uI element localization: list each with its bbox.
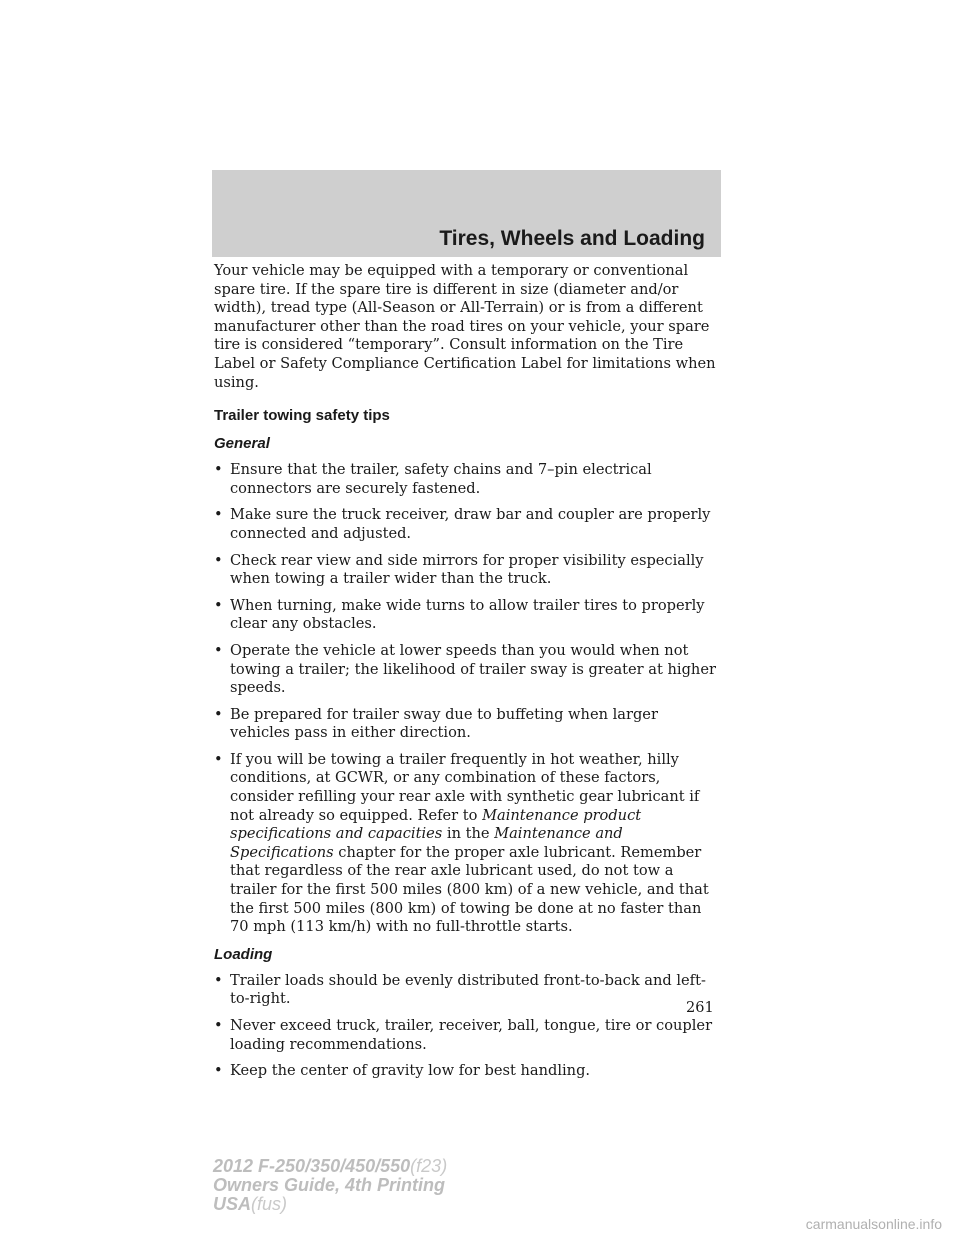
intro-paragraph: Your vehicle may be equipped with a temporary or conventional spare tire. If the spare tire is different in size (diameter and/or width), tread type (All-Season or All-Terrain) or is from a different manufacturer other than the road tires on your vehicle, your spare tire is considered “temporary”. Consult information on the Tire Label or Safety Compliance Certification Label for limitations when using. bbox=[214, 262, 716, 391]
list-item: • Be prepared for trailer sway due to buffeting when larger vehicles pass in either direction. bbox=[214, 705, 658, 742]
general-list bbox=[214, 461, 720, 937]
list-item: • Trailer loads should be evenly distributed front-to-back and left-to-right. bbox=[214, 971, 706, 1008]
list-item: • If you will be towing a trailer frequently in hot weather, hilly conditions, at GCWR, or any combination of these factors, consider refilling your rear axle with synthetic gear lubricant if not already so equipped. Refer to Maintenance product specifications and capacities in the Maintenance and Specifications chapter for the proper axle lubricant. Remember that regardless of the rear axle lubricant used, do not tow a trailer for the first 500 miles (800 km) of a new vehicle, and that the first 500 miles (800 km) of towing be done at no faster than 70 mph (113 km/h) with no full-throttle starts. bbox=[214, 750, 709, 936]
list-item: • Ensure that the trailer, safety chains and 7–pin electrical connectors are securely fastened. bbox=[214, 461, 652, 497]
bullet-icon: • bbox=[214, 551, 223, 569]
bullet-icon: • bbox=[214, 705, 223, 723]
footer-market: USA bbox=[213, 1194, 252, 1214]
bullet-icon: • bbox=[214, 1062, 223, 1080]
watermark-url: carmanualsonline.info bbox=[805, 1216, 942, 1232]
list-item: • Make sure the truck receiver, draw bar and coupler are properly connected and adjusted. bbox=[214, 506, 711, 542]
loading-heading: Loading bbox=[214, 945, 273, 963]
bullet-icon: • bbox=[214, 506, 223, 524]
list-item: • Operate the vehicle at lower speeds than you would when not towing a trailer; the likelihood of trailer sway is greater at higher speeds. bbox=[214, 641, 716, 697]
loading-list bbox=[214, 972, 720, 1081]
chapter-header-band bbox=[212, 170, 721, 257]
page-content bbox=[214, 262, 720, 1089]
bullet-icon: • bbox=[214, 596, 223, 614]
list-item: • When turning, make wide turns to allow trailer tires to properly clear any obstacles. bbox=[214, 596, 705, 633]
chapter-title: Tires, Wheels and Loading bbox=[439, 227, 705, 250]
footer-edition: Owners Guide, 4th Printing bbox=[213, 1175, 446, 1195]
page-number: 261 bbox=[686, 1000, 714, 1016]
list-item: • Check rear view and side mirrors for proper visibility especially when towing a trailer wider than the truck. bbox=[214, 551, 704, 588]
list-item: • Never exceed truck, trailer, receiver, ball, tongue, tire or coupler loading recommendations. bbox=[214, 1017, 713, 1053]
bullet-icon: • bbox=[214, 971, 223, 989]
chapter-reference: Maintenance and Specifications bbox=[230, 825, 623, 861]
document-footer bbox=[213, 1157, 447, 1214]
general-heading: General bbox=[214, 435, 270, 453]
bullet-icon: • bbox=[214, 641, 223, 659]
bullet-icon: • bbox=[214, 461, 223, 479]
footer-market-code: (fus) bbox=[251, 1194, 288, 1214]
footer-model-code: (f23) bbox=[410, 1156, 448, 1176]
section-title: Trailer towing safety tips bbox=[214, 407, 390, 425]
footer-model: 2012 F-250/350/450/550 bbox=[213, 1156, 411, 1176]
list-item: • Keep the center of gravity low for best handling. bbox=[214, 1062, 591, 1080]
maintenance-specs-reference: Maintenance product specifications and capacities bbox=[230, 806, 642, 843]
bullet-icon: • bbox=[214, 750, 223, 768]
bullet-icon: • bbox=[214, 1017, 223, 1034]
